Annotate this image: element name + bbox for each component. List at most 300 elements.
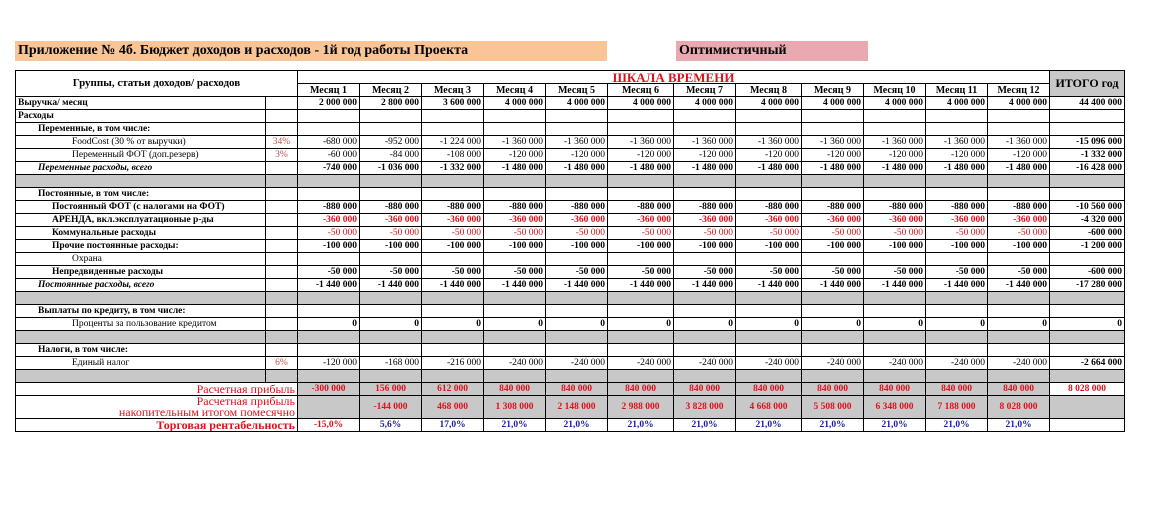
month-value: -1 440 000 — [484, 279, 546, 292]
month-value — [736, 253, 802, 266]
month-value — [422, 188, 484, 201]
month-value: -360 000 — [864, 214, 926, 227]
separator-cell — [298, 370, 360, 383]
separator-cell — [1050, 292, 1125, 305]
month-value: -120 000 — [802, 149, 864, 162]
month-value: 0 — [926, 318, 988, 331]
row-percent — [266, 97, 298, 110]
month-value — [422, 110, 484, 123]
month-value — [422, 253, 484, 266]
month-value: 4 000 000 — [608, 97, 674, 110]
month-value: -120 000 — [736, 149, 802, 162]
month-value: -1 440 000 — [674, 279, 736, 292]
month-value: -880 000 — [360, 201, 422, 214]
profit-value: 840 000 — [736, 383, 802, 396]
month-value: 0 — [546, 318, 608, 331]
cumulative-label — [16, 396, 298, 419]
row-percent: 6% — [266, 357, 298, 370]
cumulative-label-line1: Расчетная прибыль — [196, 395, 295, 408]
separator-cell — [422, 175, 484, 188]
month-value: -240 000 — [608, 357, 674, 370]
month-value — [674, 253, 736, 266]
month-value: -740 000 — [298, 162, 360, 175]
month-value: -50 000 — [298, 266, 360, 279]
month-value: -108 000 — [422, 149, 484, 162]
month-header: Месяц 1 — [298, 84, 360, 97]
rentability-value: 21,0% — [736, 419, 802, 432]
row-label: Проценты за пользование кредитом — [16, 318, 266, 331]
row-total: -2 664 000 — [1050, 357, 1125, 370]
separator-cell — [864, 175, 926, 188]
month-value — [608, 123, 674, 136]
cumulative-value: 468 000 — [422, 396, 484, 419]
header-row — [16, 71, 1125, 84]
month-value — [736, 110, 802, 123]
month-value: -1 036 000 — [360, 162, 422, 175]
month-value — [674, 305, 736, 318]
month-value: -1 480 000 — [864, 162, 926, 175]
row-label: АРЕНДА, вкл.эксплуатационые р-ды — [16, 214, 266, 227]
month-value: -1 360 000 — [608, 136, 674, 149]
month-value — [736, 188, 802, 201]
cumulative-value: -144 000 — [360, 396, 422, 419]
rentability-label: Торговая рентабельность — [16, 419, 298, 432]
month-value — [674, 123, 736, 136]
separator-cell — [360, 370, 422, 383]
separator-cell — [988, 175, 1050, 188]
total-year-header: ИТОГО год — [1050, 71, 1125, 97]
profit-value: 840 000 — [608, 383, 674, 396]
separator-cell — [926, 175, 988, 188]
month-value — [802, 305, 864, 318]
month-value: -1 480 000 — [608, 162, 674, 175]
cumulative-value — [298, 396, 360, 419]
row-label: Переменный ФОТ (доп.резерв) — [16, 149, 266, 162]
row-total: -17 280 000 — [1050, 279, 1125, 292]
rentability-value: 21,0% — [484, 419, 546, 432]
month-value: -50 000 — [864, 266, 926, 279]
month-value: 0 — [298, 318, 360, 331]
separator-cell — [484, 370, 546, 383]
month-value: -84 000 — [360, 149, 422, 162]
separator-cell — [988, 331, 1050, 344]
month-value: -1 440 000 — [422, 279, 484, 292]
month-value: -240 000 — [484, 357, 546, 370]
month-value: -240 000 — [864, 357, 926, 370]
profit-value: 840 000 — [988, 383, 1050, 396]
separator-cell — [298, 331, 360, 344]
month-value: -1 480 000 — [988, 162, 1050, 175]
rentability-value: 21,0% — [674, 419, 736, 432]
month-value — [988, 253, 1050, 266]
row-label: Прочие постоянные расходы: — [16, 240, 266, 253]
separator-cell — [864, 331, 926, 344]
month-value: -50 000 — [608, 227, 674, 240]
month-value: 4 000 000 — [674, 97, 736, 110]
month-header: Месяц 6 — [608, 84, 674, 97]
month-value: -120 000 — [864, 149, 926, 162]
row-label: Постоянный ФОТ (с налогами на ФОТ) — [16, 201, 266, 214]
month-value: 4 000 000 — [484, 97, 546, 110]
month-value — [802, 253, 864, 266]
month-header: Месяц 10 — [864, 84, 926, 97]
month-value — [484, 188, 546, 201]
separator-cell — [266, 292, 298, 305]
month-value: -120 000 — [926, 149, 988, 162]
month-value — [864, 188, 926, 201]
month-value: -880 000 — [422, 201, 484, 214]
table-row — [16, 162, 1125, 175]
month-value: -100 000 — [736, 240, 802, 253]
groups-header: Группы, статьи доходов/ расходов — [16, 71, 298, 97]
row-label: Постоянные расходы, всего — [16, 279, 266, 292]
month-value: -880 000 — [546, 201, 608, 214]
row-total — [1050, 188, 1125, 201]
separator-cell — [802, 331, 864, 344]
separator-cell — [988, 292, 1050, 305]
separator-cell — [802, 370, 864, 383]
time-scale-header: ШКАЛА ВРЕМЕНИ — [298, 71, 1050, 84]
cumulative-value: 8 028 000 — [988, 396, 1050, 419]
row-total: 0 — [1050, 318, 1125, 331]
month-value: -880 000 — [484, 201, 546, 214]
section-row — [16, 110, 1125, 123]
month-value: -880 000 — [926, 201, 988, 214]
separator-cell — [802, 175, 864, 188]
separator-cell — [608, 175, 674, 188]
section-row — [16, 305, 1125, 318]
month-value: -120 000 — [608, 149, 674, 162]
month-value — [674, 110, 736, 123]
separator-cell — [16, 370, 266, 383]
month-value — [298, 188, 360, 201]
month-value — [864, 305, 926, 318]
month-value: -50 000 — [802, 266, 864, 279]
profit-value: 840 000 — [484, 383, 546, 396]
separator-cell — [266, 370, 298, 383]
month-value — [926, 344, 988, 357]
row-percent — [266, 162, 298, 175]
month-value: 0 — [988, 318, 1050, 331]
profit-value: 840 000 — [546, 383, 608, 396]
month-value: -360 000 — [736, 214, 802, 227]
separator-cell — [266, 331, 298, 344]
month-value — [988, 305, 1050, 318]
month-value — [298, 123, 360, 136]
profit-value: 612 000 — [422, 383, 484, 396]
month-value — [546, 110, 608, 123]
month-value — [674, 344, 736, 357]
row-total — [1050, 123, 1125, 136]
month-value: -1 224 000 — [422, 136, 484, 149]
profit-label: Расчетная прибыль — [16, 383, 298, 396]
separator-cell — [1050, 331, 1125, 344]
month-value: 4 000 000 — [926, 97, 988, 110]
separator-row — [16, 331, 1125, 344]
table-row — [16, 136, 1125, 149]
month-value — [484, 305, 546, 318]
separator-cell — [1050, 370, 1125, 383]
cumulative-value: 2 148 000 — [546, 396, 608, 419]
month-value — [802, 123, 864, 136]
row-total — [1050, 344, 1125, 357]
separator-cell — [736, 175, 802, 188]
row-label: Переменные расходы, всего — [16, 162, 266, 175]
profit-value: -300 000 — [298, 383, 360, 396]
month-value: -1 480 000 — [484, 162, 546, 175]
month-value: -1 360 000 — [926, 136, 988, 149]
row-percent — [266, 110, 298, 123]
cumulative-value: 7 188 000 — [926, 396, 988, 419]
separator-cell — [988, 370, 1050, 383]
separator-cell — [422, 292, 484, 305]
separator-row — [16, 175, 1125, 188]
table-row — [16, 227, 1125, 240]
table-row — [16, 266, 1125, 279]
profit-value: 840 000 — [864, 383, 926, 396]
month-value: -50 000 — [988, 227, 1050, 240]
month-value — [864, 110, 926, 123]
month-value: -360 000 — [298, 214, 360, 227]
profit-value: 156 000 — [360, 383, 422, 396]
month-value — [608, 188, 674, 201]
month-value — [546, 305, 608, 318]
month-value: -880 000 — [802, 201, 864, 214]
month-value — [298, 253, 360, 266]
month-value: -360 000 — [484, 214, 546, 227]
row-percent — [266, 227, 298, 240]
separator-cell — [608, 331, 674, 344]
row-percent — [266, 253, 298, 266]
month-value: -50 000 — [864, 227, 926, 240]
month-value — [546, 188, 608, 201]
separator-cell — [864, 370, 926, 383]
budget-table — [15, 70, 1125, 432]
month-header: Месяц 2 — [360, 84, 422, 97]
separator-cell — [422, 370, 484, 383]
month-value — [608, 110, 674, 123]
month-value — [802, 110, 864, 123]
month-value — [736, 344, 802, 357]
rentability-total — [1050, 419, 1125, 432]
month-value: -100 000 — [926, 240, 988, 253]
separator-cell — [608, 292, 674, 305]
separator-cell — [926, 370, 988, 383]
month-value — [298, 305, 360, 318]
month-value: 4 000 000 — [802, 97, 864, 110]
separator-cell — [546, 331, 608, 344]
profit-value: 840 000 — [802, 383, 864, 396]
row-total: -10 560 000 — [1050, 201, 1125, 214]
cumulative-value: 2 988 000 — [608, 396, 674, 419]
month-value: -50 000 — [484, 227, 546, 240]
month-value: -240 000 — [736, 357, 802, 370]
month-value: -50 000 — [674, 227, 736, 240]
month-value: -50 000 — [926, 266, 988, 279]
separator-cell — [546, 175, 608, 188]
separator-cell — [266, 175, 298, 188]
separator-cell — [360, 292, 422, 305]
month-value: -880 000 — [608, 201, 674, 214]
month-value: -100 000 — [802, 240, 864, 253]
row-total: -1 200 000 — [1050, 240, 1125, 253]
section-row — [16, 253, 1125, 266]
row-percent — [266, 305, 298, 318]
month-value — [298, 110, 360, 123]
month-value: -880 000 — [864, 201, 926, 214]
month-value: -1 360 000 — [736, 136, 802, 149]
month-value: -360 000 — [422, 214, 484, 227]
month-value: -50 000 — [802, 227, 864, 240]
month-value: -50 000 — [360, 266, 422, 279]
month-value: 0 — [608, 318, 674, 331]
month-value — [608, 344, 674, 357]
month-value — [422, 305, 484, 318]
month-value — [360, 253, 422, 266]
row-label: Охрана — [16, 253, 266, 266]
month-value: -360 000 — [546, 214, 608, 227]
month-value: 0 — [484, 318, 546, 331]
row-total — [1050, 253, 1125, 266]
month-value: 2 000 000 — [298, 97, 360, 110]
row-total: -15 096 000 — [1050, 136, 1125, 149]
separator-cell — [674, 370, 736, 383]
month-value: -880 000 — [736, 201, 802, 214]
month-value: -168 000 — [360, 357, 422, 370]
separator-cell — [926, 292, 988, 305]
separator-cell — [736, 292, 802, 305]
month-value: -50 000 — [422, 266, 484, 279]
month-value: -50 000 — [988, 266, 1050, 279]
month-value: -1 480 000 — [802, 162, 864, 175]
row-total: -16 428 000 — [1050, 162, 1125, 175]
table-row — [16, 279, 1125, 292]
month-value — [360, 123, 422, 136]
profit-value: 840 000 — [674, 383, 736, 396]
month-value — [546, 344, 608, 357]
cumulative-value: 4 668 000 — [736, 396, 802, 419]
month-value — [298, 344, 360, 357]
month-value — [988, 344, 1050, 357]
month-value: -120 000 — [988, 149, 1050, 162]
cumulative-value: 1 308 000 — [484, 396, 546, 419]
table-row — [16, 240, 1125, 253]
month-value: -1 480 000 — [674, 162, 736, 175]
month-value: -100 000 — [988, 240, 1050, 253]
separator-cell — [484, 331, 546, 344]
month-value: -360 000 — [988, 214, 1050, 227]
month-value: 2 800 000 — [360, 97, 422, 110]
month-value — [546, 253, 608, 266]
cumulative-value: 3 828 000 — [674, 396, 736, 419]
cumulative-value: 5 508 000 — [802, 396, 864, 419]
row-percent — [266, 201, 298, 214]
month-value: 0 — [674, 318, 736, 331]
month-value: -1 440 000 — [546, 279, 608, 292]
month-value — [360, 344, 422, 357]
cumulative-label-line2: накопительным итогом помесячно — [118, 405, 295, 419]
month-value: -952 000 — [360, 136, 422, 149]
month-value: -50 000 — [546, 266, 608, 279]
month-header: Месяц 5 — [546, 84, 608, 97]
month-value: -240 000 — [988, 357, 1050, 370]
separator-cell — [674, 331, 736, 344]
month-value: -1 480 000 — [546, 162, 608, 175]
row-percent: 3% — [266, 149, 298, 162]
month-value: -880 000 — [674, 201, 736, 214]
month-value — [736, 305, 802, 318]
month-header: Месяц 7 — [674, 84, 736, 97]
month-value — [608, 305, 674, 318]
month-value: -1 360 000 — [484, 136, 546, 149]
month-value: -880 000 — [298, 201, 360, 214]
month-header: Месяц 3 — [422, 84, 484, 97]
month-value: 4 000 000 — [546, 97, 608, 110]
month-value — [864, 123, 926, 136]
separator-row — [16, 370, 1125, 383]
month-value: 0 — [360, 318, 422, 331]
month-value: -1 440 000 — [360, 279, 422, 292]
month-value: -1 440 000 — [298, 279, 360, 292]
month-value: -100 000 — [674, 240, 736, 253]
separator-cell — [864, 292, 926, 305]
month-value: -1 440 000 — [736, 279, 802, 292]
month-value: -240 000 — [802, 357, 864, 370]
month-value: -1 332 000 — [422, 162, 484, 175]
month-value: -120 000 — [546, 149, 608, 162]
month-value: -1 440 000 — [926, 279, 988, 292]
month-value: -240 000 — [674, 357, 736, 370]
month-value: 0 — [736, 318, 802, 331]
row-percent — [266, 344, 298, 357]
row-percent — [266, 123, 298, 136]
row-label: Коммунальные расходы — [16, 227, 266, 240]
rentability-value: -15,0% — [298, 419, 360, 432]
month-value: 4 000 000 — [988, 97, 1050, 110]
month-value: -216 000 — [422, 357, 484, 370]
separator-cell — [484, 292, 546, 305]
month-value: 0 — [422, 318, 484, 331]
row-percent: 34% — [266, 136, 298, 149]
month-value: -100 000 — [608, 240, 674, 253]
scenario-label: Оптимистичный — [676, 41, 868, 61]
month-value: -240 000 — [926, 357, 988, 370]
month-value — [926, 253, 988, 266]
separator-cell — [16, 292, 266, 305]
row-label: Выплаты по кредиту, в том числе: — [16, 305, 266, 318]
month-value — [926, 188, 988, 201]
row-label: Единый налог — [16, 357, 266, 370]
rentability-row — [16, 419, 1125, 432]
month-value: -50 000 — [422, 227, 484, 240]
month-value: -1 360 000 — [864, 136, 926, 149]
month-value: -360 000 — [802, 214, 864, 227]
month-value: -100 000 — [298, 240, 360, 253]
table-row — [16, 214, 1125, 227]
row-percent — [266, 240, 298, 253]
separator-cell — [298, 292, 360, 305]
month-value: -60 000 — [298, 149, 360, 162]
rentability-value: 5,6% — [360, 419, 422, 432]
month-value: -120 000 — [298, 357, 360, 370]
month-value: -50 000 — [674, 266, 736, 279]
month-value — [360, 305, 422, 318]
row-label: Выручка/ месяц — [16, 97, 266, 110]
month-value — [926, 123, 988, 136]
month-value: -120 000 — [484, 149, 546, 162]
month-value — [988, 123, 1050, 136]
cumulative-profit-row — [16, 396, 1125, 419]
